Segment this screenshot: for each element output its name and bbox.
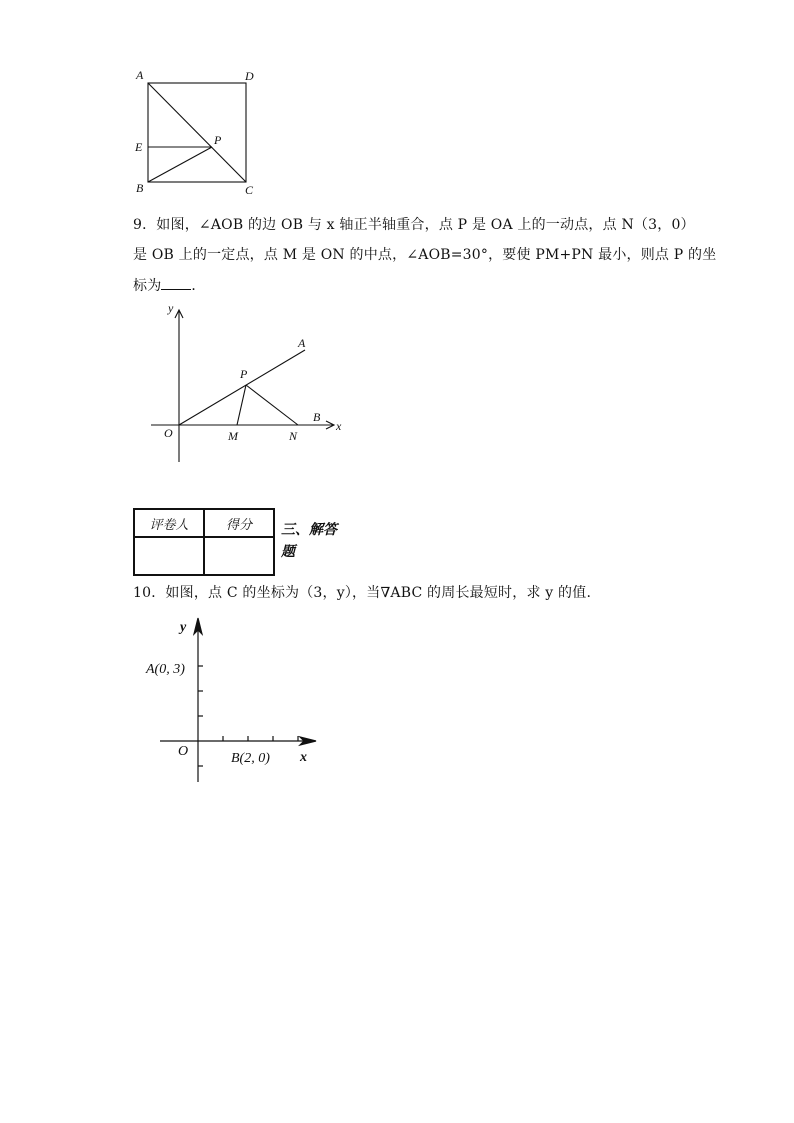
header-grader: 评卷人	[134, 509, 204, 537]
q9-line1: 9．如图，∠AOB 的边 OB 与 x 轴正半轴重合，点 P 是 OA 上的一动点，点 N（3，0）	[133, 217, 695, 233]
label-a: A	[136, 68, 144, 82]
q9-line3-prefix: 标为	[133, 278, 162, 294]
label-y: y	[168, 301, 174, 315]
score-cell	[204, 537, 274, 575]
segment-pm	[237, 385, 246, 425]
label-c: C	[245, 183, 254, 197]
section-title	[281, 519, 337, 563]
q9-line2: 是 OB 上的一定点，点 M 是 ON 的中点，∠AOB=30°，要使 PM+PN 最小，则点 P 的坐	[133, 247, 717, 263]
label-a: A	[298, 336, 306, 350]
section-title-line2: 题	[281, 544, 295, 560]
label-d: D	[245, 69, 254, 83]
score-table	[133, 508, 275, 576]
label-e: E	[135, 140, 143, 154]
q9-line3	[133, 275, 206, 295]
label-n: N	[289, 429, 298, 443]
q10-text: 10．如图，点 C 的坐标为（3，y），当∇ABC 的周长最短时，求 y 的值.	[133, 585, 592, 601]
axes-figure	[140, 612, 330, 787]
label-o: O	[178, 744, 189, 759]
label-o: O	[164, 426, 173, 440]
label-p: P	[240, 367, 248, 381]
label-m: M	[228, 429, 238, 443]
segment-bp	[148, 147, 212, 182]
label-a: A(0, 3)	[146, 662, 185, 677]
label-b: B	[136, 181, 144, 195]
diagonal-ac	[148, 83, 246, 182]
label-x: x	[336, 419, 342, 433]
label-p: P	[214, 133, 222, 147]
label-x: x	[300, 750, 307, 765]
label-b: B	[313, 410, 321, 424]
ray-oa	[179, 350, 305, 425]
grader-cell	[134, 537, 204, 575]
header-score: 得分	[204, 509, 274, 537]
answer-blank	[161, 277, 191, 290]
section-title-line1: 三、解答	[281, 522, 337, 538]
angle-figure	[148, 300, 348, 468]
label-y: y	[180, 620, 187, 635]
segment-pn	[246, 385, 298, 425]
label-b: B(2, 0)	[231, 751, 270, 766]
square-figure	[128, 62, 268, 200]
q9-line3-suffix: ．	[191, 278, 206, 294]
